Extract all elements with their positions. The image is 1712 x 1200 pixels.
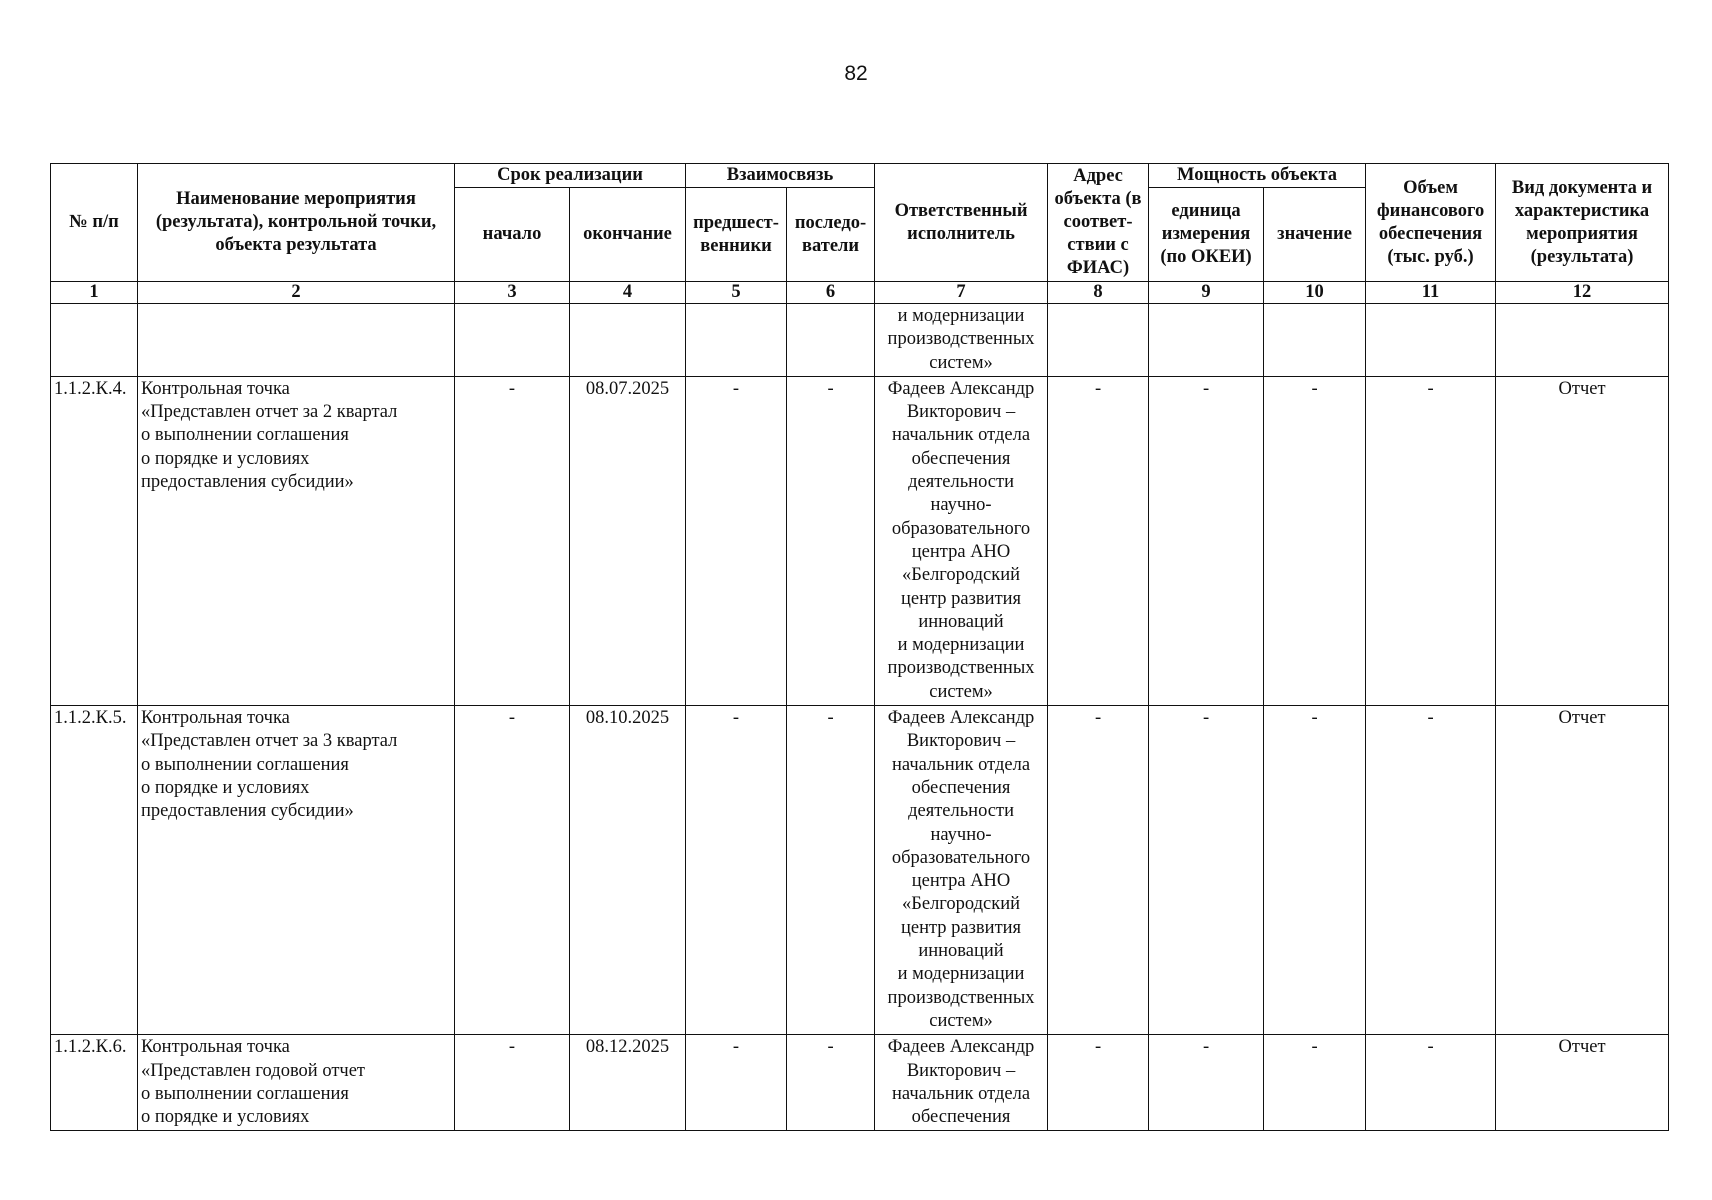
column-number: 7 bbox=[875, 282, 1048, 304]
header-end: окончание bbox=[570, 188, 686, 282]
cell-start: - bbox=[455, 1035, 570, 1131]
cell-responsible: Фадеев Александр Викторович – начальник отдела обеспечения bbox=[875, 1035, 1048, 1131]
cell-value: - bbox=[1264, 376, 1366, 705]
column-number: 1 bbox=[51, 282, 138, 304]
cell-address: - bbox=[1048, 376, 1149, 705]
cell-unit: - bbox=[1149, 376, 1264, 705]
table-row-continuation bbox=[51, 304, 1669, 377]
cell-end: 08.07.2025 bbox=[570, 376, 686, 705]
cell-unit: - bbox=[1149, 706, 1264, 1035]
cell-funding: - bbox=[1366, 1035, 1496, 1131]
header-start: начало bbox=[455, 188, 570, 282]
column-number: 4 bbox=[570, 282, 686, 304]
cell-successors: - bbox=[787, 1035, 875, 1131]
header-relation: Взаимосвязь bbox=[686, 164, 875, 188]
column-numbers-row bbox=[51, 282, 1669, 304]
page-number: 82 bbox=[844, 62, 868, 85]
header-responsible: Ответственный исполнитель bbox=[875, 164, 1048, 282]
header-unit: единица измерения (по ОКЕИ) bbox=[1149, 188, 1264, 282]
activity-plan-table bbox=[50, 163, 1669, 1131]
cell-doc-type: Отчет bbox=[1496, 376, 1669, 705]
cell-funding: - bbox=[1366, 706, 1496, 1035]
cell-name: Контрольная точка «Представлен отчет за 2 квартал о выполнении соглашения о порядке и условиях предоставления субсидии» bbox=[138, 376, 455, 705]
table-row bbox=[51, 1035, 1669, 1131]
header-doc-type: Вид документа и характеристика мероприятия (результата) bbox=[1496, 164, 1669, 282]
header-funding: Объем финансового обеспечения (тыс. руб.) bbox=[1366, 164, 1496, 282]
header-predecessors: предшественники bbox=[686, 188, 787, 282]
header-num: № п/п bbox=[51, 164, 138, 282]
column-number: 2 bbox=[138, 282, 455, 304]
cell-unit: - bbox=[1149, 1035, 1264, 1131]
header-period: Срок реализации bbox=[455, 164, 686, 188]
table-row bbox=[51, 376, 1669, 705]
column-number: 9 bbox=[1149, 282, 1264, 304]
column-number: 10 bbox=[1264, 282, 1366, 304]
cell-predecessors: - bbox=[686, 1035, 787, 1131]
cell-name: Контрольная точка «Представлен годовой отчет о выполнении соглашения о порядке и условиях bbox=[138, 1035, 455, 1131]
column-number: 3 bbox=[455, 282, 570, 304]
column-number: 8 bbox=[1048, 282, 1149, 304]
cell-end: 08.10.2025 bbox=[570, 706, 686, 1035]
cell-predecessors: - bbox=[686, 376, 787, 705]
cell-funding: - bbox=[1366, 376, 1496, 705]
cell-address: - bbox=[1048, 1035, 1149, 1131]
table-header bbox=[51, 164, 1669, 304]
cell-doc-type: Отчет bbox=[1496, 1035, 1669, 1131]
cell-predecessors: - bbox=[686, 706, 787, 1035]
header-address: Адрес объекта (в соответствии с ФИАС) bbox=[1048, 164, 1149, 282]
cell-num: 1.1.2.К.4. bbox=[51, 376, 138, 705]
cell-successors: - bbox=[787, 376, 875, 705]
column-number: 11 bbox=[1366, 282, 1496, 304]
cell-successors: - bbox=[787, 706, 875, 1035]
cell-end: 08.12.2025 bbox=[570, 1035, 686, 1131]
cell-num: 1.1.2.К.5. bbox=[51, 706, 138, 1035]
cell-doc-type: Отчет bbox=[1496, 706, 1669, 1035]
cell-name: Контрольная точка «Представлен отчет за 3 квартал о выполнении соглашения о порядке и условиях предоставления субсидии» bbox=[138, 706, 455, 1035]
cell-responsible: и модернизации производственных систем» bbox=[875, 304, 1048, 377]
header-successors: последователи bbox=[787, 188, 875, 282]
header-capacity: Мощность объекта bbox=[1149, 164, 1366, 188]
column-number: 6 bbox=[787, 282, 875, 304]
cell-address: - bbox=[1048, 706, 1149, 1035]
cell-start: - bbox=[455, 706, 570, 1035]
cell-value: - bbox=[1264, 1035, 1366, 1131]
column-number: 12 bbox=[1496, 282, 1669, 304]
table-row bbox=[51, 706, 1669, 1035]
cell-num: 1.1.2.К.6. bbox=[51, 1035, 138, 1131]
cell-responsible: Фадеев Александр Викторович – начальник отдела обеспечения деятельности научно- образовательного центра АНО «Белгородский центр развития инноваций и модернизации производственных систем» bbox=[875, 706, 1048, 1035]
cell-start: - bbox=[455, 376, 570, 705]
header-name: Наименование мероприятия (результата), контрольной точки, объекта результата bbox=[138, 164, 455, 282]
header-value: значение bbox=[1264, 188, 1366, 282]
cell-responsible: Фадеев Александр Викторович – начальник отдела обеспечения деятельности научно- образовательного центра АНО «Белгородский центр развития инноваций и модернизации производственных систем» bbox=[875, 376, 1048, 705]
cell-value: - bbox=[1264, 706, 1366, 1035]
column-number: 5 bbox=[686, 282, 787, 304]
